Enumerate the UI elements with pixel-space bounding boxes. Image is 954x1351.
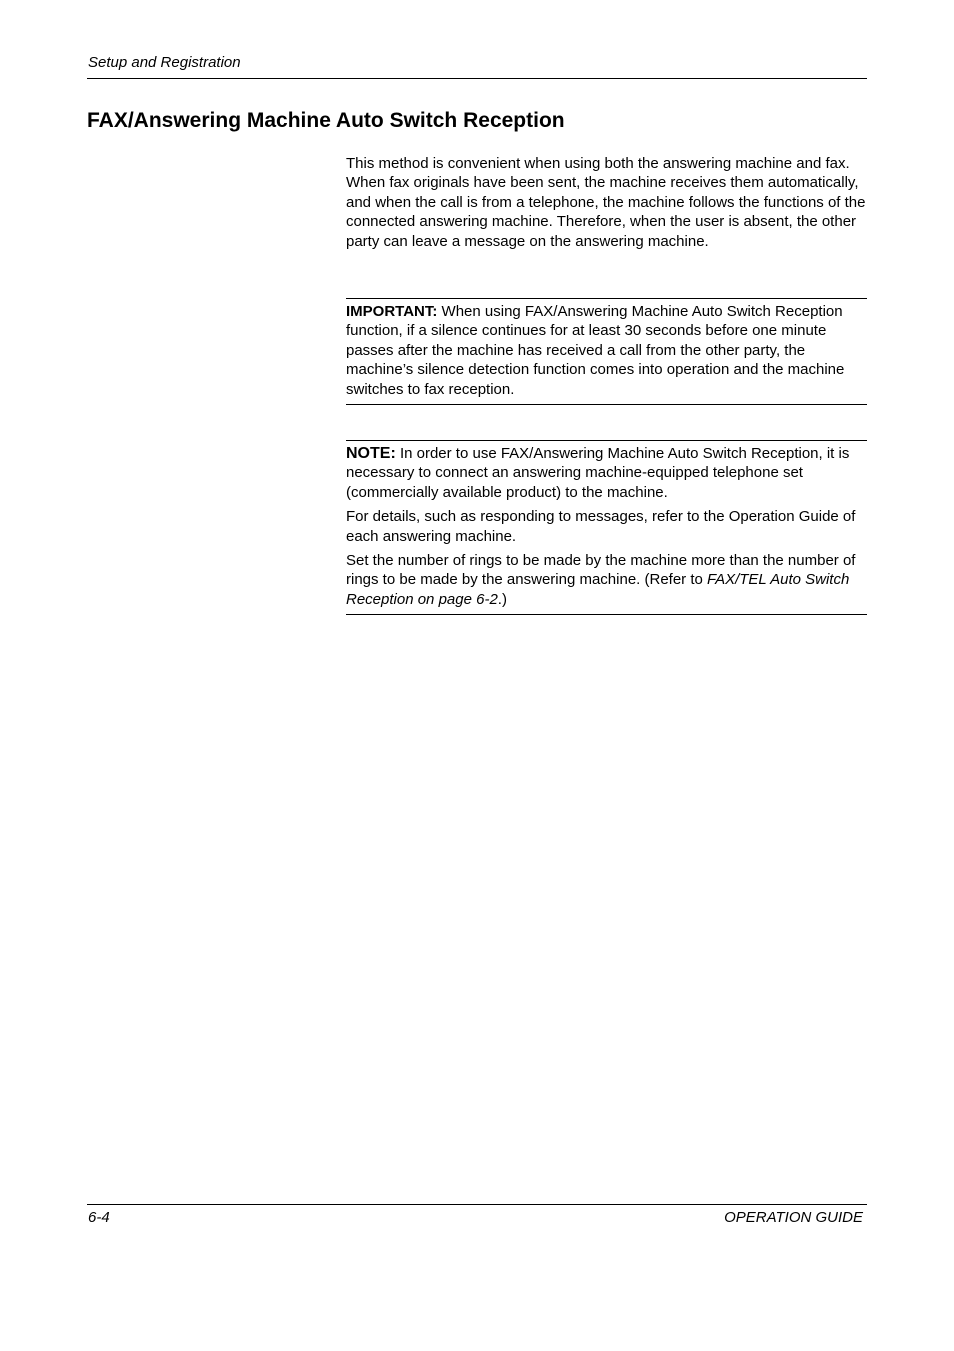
note-callout (346, 440, 867, 615)
cross-reference-link[interactable]: FAX/TEL Auto Switch Reception on page 6-2 (346, 571, 850, 608)
important-callout (346, 298, 867, 405)
note-text-3-after: .) (497, 590, 507, 608)
footer-divider (87, 1204, 867, 1205)
header-divider (87, 78, 867, 79)
note-text-3-before: Set the number of rings to be made by the machine more than the number of rings to be made by the answering machine. (Refer to (346, 552, 856, 589)
running-header: Setup and Registration (88, 54, 241, 71)
note-paragraph-1 (346, 444, 867, 502)
guide-name: OPERATION GUIDE (724, 1209, 863, 1226)
section-title: FAX/Answering Machine Auto Switch Reception (87, 109, 565, 132)
page-number: 6-4 (88, 1209, 110, 1226)
note-paragraph-2: For details, such as responding to messages, refer to the Operation Guide of each answering machine. (346, 508, 856, 545)
important-text: When using FAX/Answering Machine Auto Switch Reception function, if a silence continues for at least 30 seconds before one minute passes after the machine has received a call from the other party, the machine’s silence detection function comes into operation and the machine switches to fax reception. (346, 303, 845, 398)
intro-paragraph: This method is convenient when using both the answering machine and fax. When fax originals have been sent, the machine receives them automatically, and when the call is from a telephone, the machine follows the functions of the connected answering machine. Therefore, when the user is absent, the other party can leave a message on the answering machine. (346, 155, 866, 250)
note-label: NOTE: (346, 445, 396, 462)
important-paragraph (346, 302, 867, 399)
note-text-1: In order to use FAX/Answering Machine Auto Switch Reception, it is necessary to connect an answering machine-equipped telephone set (commercially available product) to the machine. (346, 445, 850, 501)
note-paragraph-3 (346, 551, 867, 609)
important-label: IMPORTANT: (346, 303, 438, 320)
